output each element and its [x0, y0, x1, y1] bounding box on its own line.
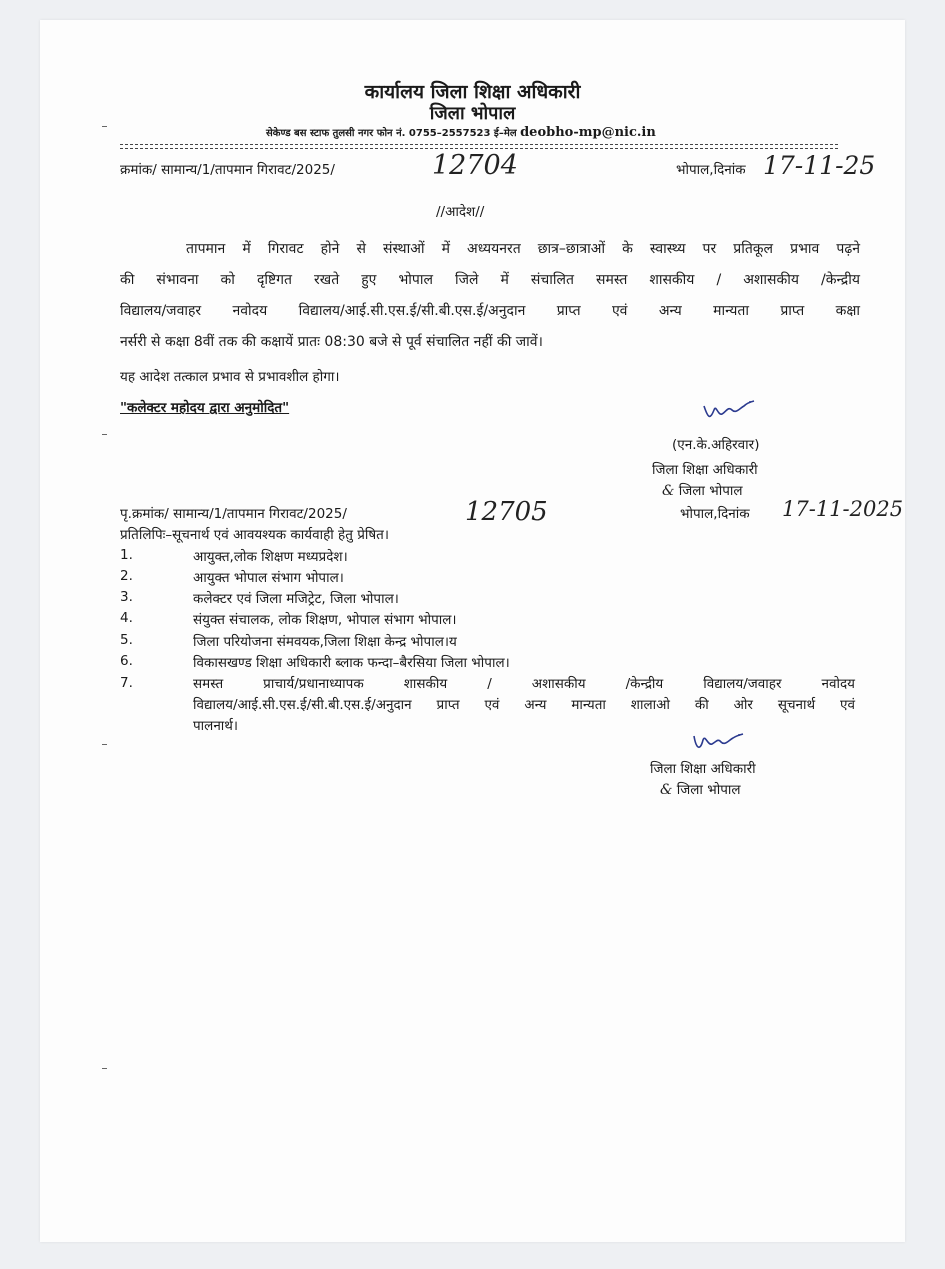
- forward-line: प्रतिलिपिः–सूचनार्थ एवं आवयश्यक कार्यवाही हेतु प्रेषित।: [120, 527, 389, 543]
- margin-mark: [102, 744, 107, 745]
- copy-reference: पृ.क्रमांक/ सामान्य/1/तापमान गिरावट/2025/: [120, 506, 347, 522]
- copy-ref-number: 12705: [465, 497, 548, 527]
- margin-mark: [102, 126, 107, 127]
- recipient-number: 6.: [120, 653, 133, 669]
- district-title: जिला भोपाल: [429, 103, 516, 124]
- order-line: की संभावना को दृष्टिगत रखते हुए भोपाल जिले में संचालित समस्त शासकीय / अशासकीय /केन्द्रीय: [120, 272, 860, 288]
- order-ref-prefix: क्रमांक/ सामान्य/1/तापमान गिरावट/2025/: [120, 162, 335, 178]
- recipient-text: आयुक्त भोपाल संभाग भोपाल।: [193, 570, 344, 586]
- recipient-line: समस्त प्राचार्य/प्रधानाध्यापक शासकीय / अशासकीय /केन्द्रीय विद्यालय/जवाहर नवोदय: [193, 676, 855, 692]
- recipient-text-multiline: [193, 674, 855, 737]
- signatory2-district: & जिला भोपाल: [660, 782, 741, 798]
- signatory1-district: & जिला भोपाल: [662, 483, 743, 499]
- recipient-text: विकासखण्ड शिक्षा अधिकारी ब्लाक फन्दा–बैरसिया जिला भोपाल।: [193, 655, 510, 671]
- signatory1-name: (एन.के.अहिरवार): [672, 437, 760, 453]
- approval-note: "कलेक्टर महोदय द्वारा अनुमोदित": [120, 400, 290, 416]
- order-line: विद्यालय/जवाहर नवोदय विद्यालय/आई.सी.एस.ई/सी.बी.एस.ई/अनुदान प्राप्त एवं अन्य मान्यता प्राप्त कक्षा: [120, 303, 860, 319]
- order-line: तापमान में गिरावट होने से संस्थाओं में अध्ययनरत छात्र–छात्राओं के स्वास्थ्य पर प्रतिकूल प्रभाव पढ़ने: [186, 241, 860, 257]
- initial-mark: &: [660, 782, 673, 798]
- office-address: [266, 125, 656, 140]
- copy-place-date-label: भोपाल,दिनांक: [680, 506, 750, 522]
- recipient-number: 1.: [120, 547, 133, 563]
- order-ref-number: 12704: [432, 150, 518, 181]
- order-body: [120, 234, 860, 358]
- signature-1: [700, 398, 756, 424]
- header-rule-top: [120, 144, 838, 145]
- order-place-date-label: भोपाल,दिनांक: [676, 162, 746, 178]
- margin-mark: [102, 1068, 107, 1069]
- order-reference: [120, 160, 335, 178]
- recipient-text: कलेक्टर एवं जिला मजिट्रेट, जिला भोपाल।: [193, 591, 399, 607]
- office-title: कार्यालय जिला शिक्षा अधिकारी: [364, 81, 581, 103]
- email-text: deobho-mp@nic.in: [520, 125, 656, 140]
- recipient-text: संयुक्त संचालक, लोक शिक्षण, भोपाल संभाग भोपाल।: [193, 612, 457, 628]
- recipient-number: 2.: [120, 568, 133, 584]
- recipient-number: 7.: [120, 675, 133, 691]
- document-page: [40, 20, 905, 1242]
- order-effect: यह आदेश तत्काल प्रभाव से प्रभावशील होगा।: [120, 369, 340, 385]
- initial-mark: &: [662, 483, 675, 499]
- signatory1-designation: जिला शिक्षा अधिकारी: [652, 462, 758, 478]
- order-date: 17-11-25: [763, 151, 876, 180]
- recipient-line: विद्यालय/आई.सी.एस.ई/सी.बी.एस.ई/अनुदान प्राप्त एवं अन्य मान्यता शालाओ की ओर सूचनार्थ एवं: [193, 697, 855, 713]
- recipient-line: पालनार्थ।: [193, 718, 239, 734]
- recipient-number: 4.: [120, 610, 133, 626]
- address-text: सेकेण्ड बस स्टाफ तुलसी नगर फोन नं. 0755–2557523 ई–मेल: [266, 128, 517, 139]
- recipient-number: 3.: [120, 589, 133, 605]
- order-line: नर्सरी से कक्षा 8वीं तक की कक्षायें प्रातः 08:30 बजे से पूर्व संचालित नहीं की जावें।: [120, 334, 543, 350]
- order-title: //आदेश//: [436, 204, 485, 220]
- signature-2: [690, 730, 746, 756]
- recipient-text: जिला परियोजना संमवयक,जिला शिक्षा केन्द्र भोपाल।य: [193, 634, 457, 650]
- signatory2-designation: जिला शिक्षा अधिकारी: [650, 761, 756, 777]
- header-rule-bottom: [120, 148, 838, 149]
- recipient-text: आयुक्त,लोक शिक्षण मध्यप्रदेश।: [193, 549, 348, 565]
- recipient-number: 5.: [120, 632, 133, 648]
- copy-date: 17-11-2025: [782, 497, 904, 521]
- margin-mark: [102, 434, 107, 435]
